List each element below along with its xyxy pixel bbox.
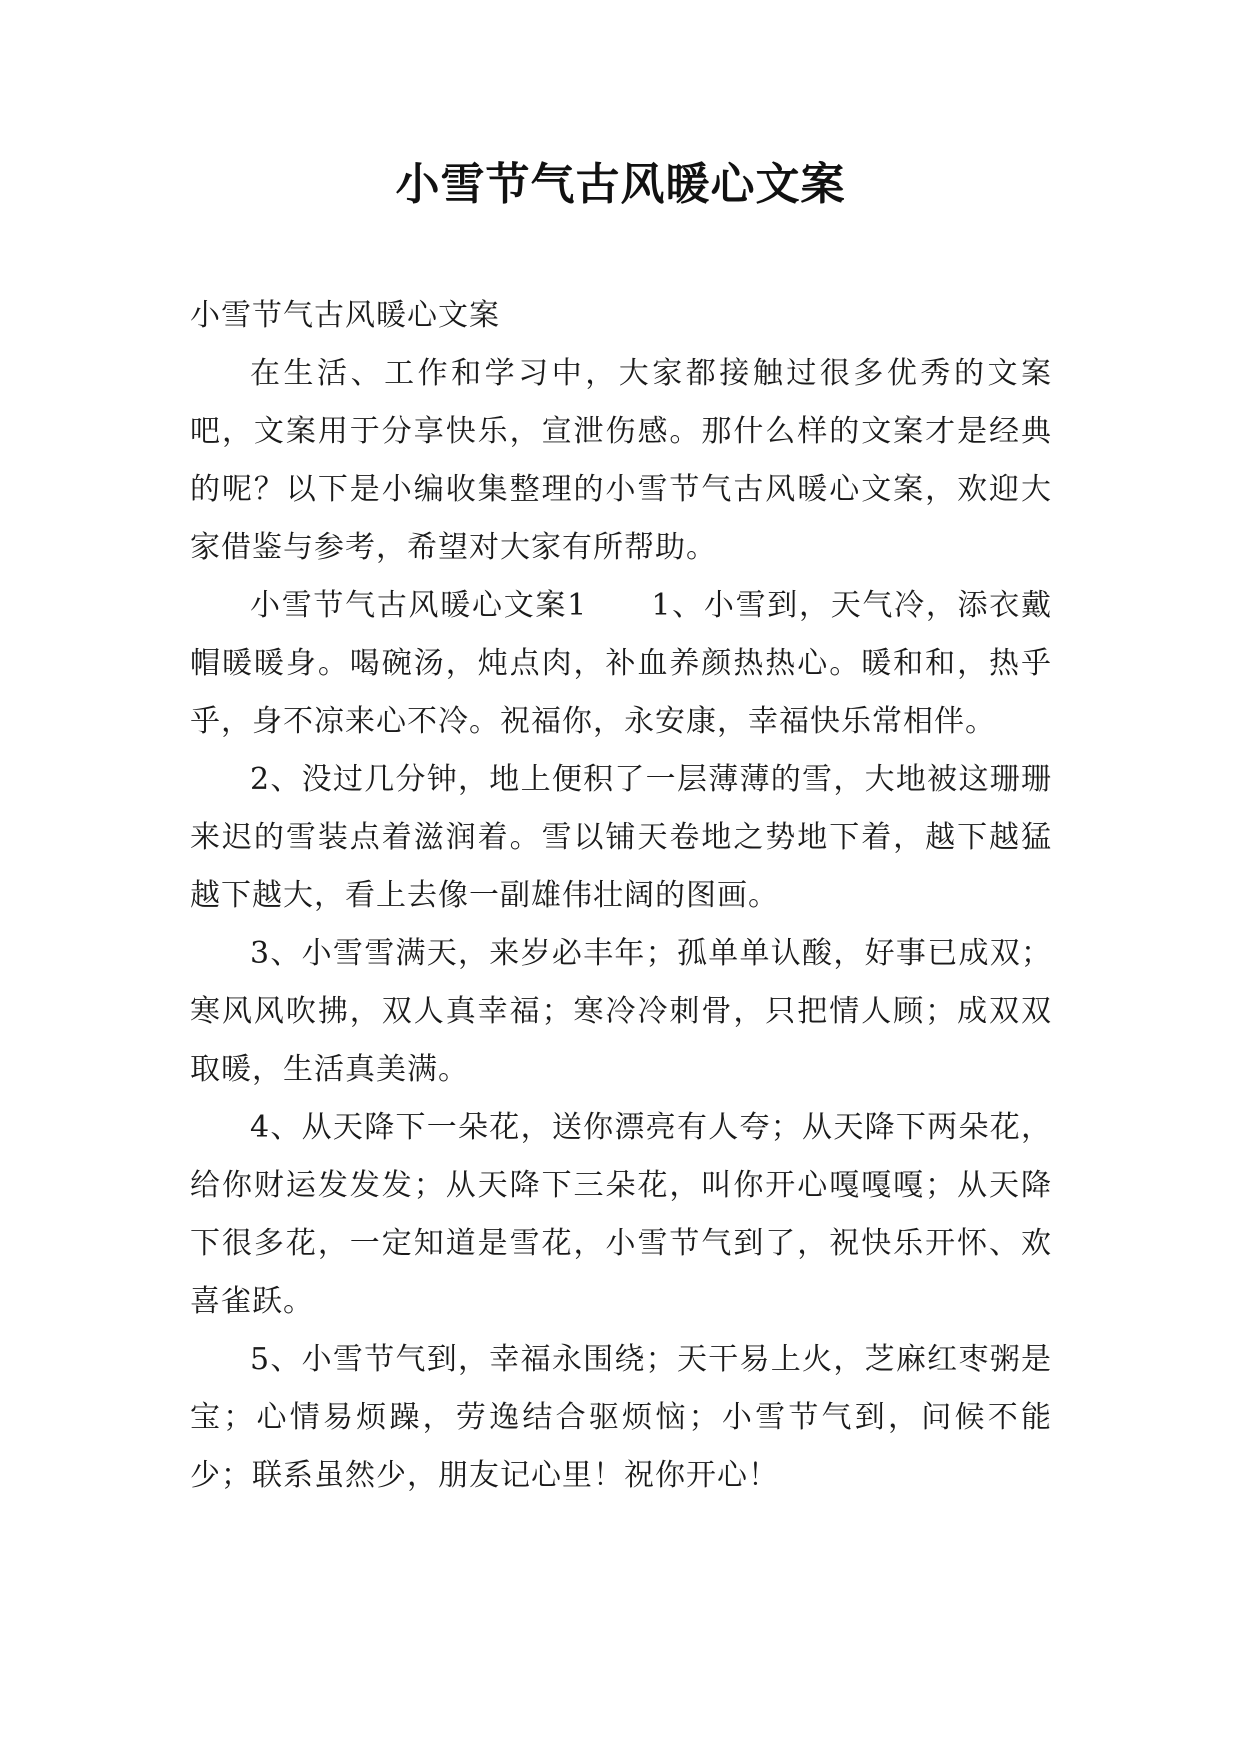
paragraph-item-2: 2、没过几分钟，地上便积了一层薄薄的雪，大地被这珊珊来迟的雪装点着滋润着。雪以铺天卷地之势地下着，越下越猛越下越大，看上去像一副雄伟壮阔的图画。 xyxy=(190,762,1052,913)
intro-paragraph: 在生活、工作和学习中，大家都接触过很多优秀的文案吧，文案用于分享快乐，宣泄伤感。那什么样的文案才是经典的呢？以下是小编收集整理的小雪节气古风暖心文案，欢迎大家借鉴与参考，希望对大家有所帮助。 xyxy=(190,356,1052,565)
document-title: 小雪节气古风暖心文案 xyxy=(395,159,846,210)
paragraph-item-3: 3、小雪雪满天，来岁必丰年；孤单单认酸，好事已成双；寒风风吹拂，双人真幸福；寒冷冷刺骨，只把情人顾；成双双取暖，生活真美满。 xyxy=(190,936,1052,1087)
paragraph-item-5: 5、小雪节气到，幸福永围绕；天干易上火，芝麻红枣粥是宝；心情易烦躁，劳逸结合驱烦恼；小雪节气到，问候不能少；联系虽然少，朋友记心里！祝你开心！ xyxy=(190,1342,1052,1493)
paragraph-item-1: 小雪节气古风暖心文案1 1、小雪到，天气冷，添衣戴帽暖暖身。喝碗汤，炖点肉，补血养颜热热心。暖和和，热乎乎，身不凉来心不冷。祝福你，永安康，幸福快乐常相伴。 xyxy=(190,588,1052,739)
document-body xyxy=(190,287,1052,1505)
paragraph-item-4: 4、从天降下一朵花，送你漂亮有人夸；从天降下两朵花，给你财运发发发；从天降下三朵花，叫你开心嘎嘎嘎；从天降下很多花，一定知道是雪花，小雪节气到了，祝快乐开怀、欢喜雀跃。 xyxy=(190,1110,1052,1319)
document-subtitle: 小雪节气古风暖心文案 xyxy=(190,298,500,333)
